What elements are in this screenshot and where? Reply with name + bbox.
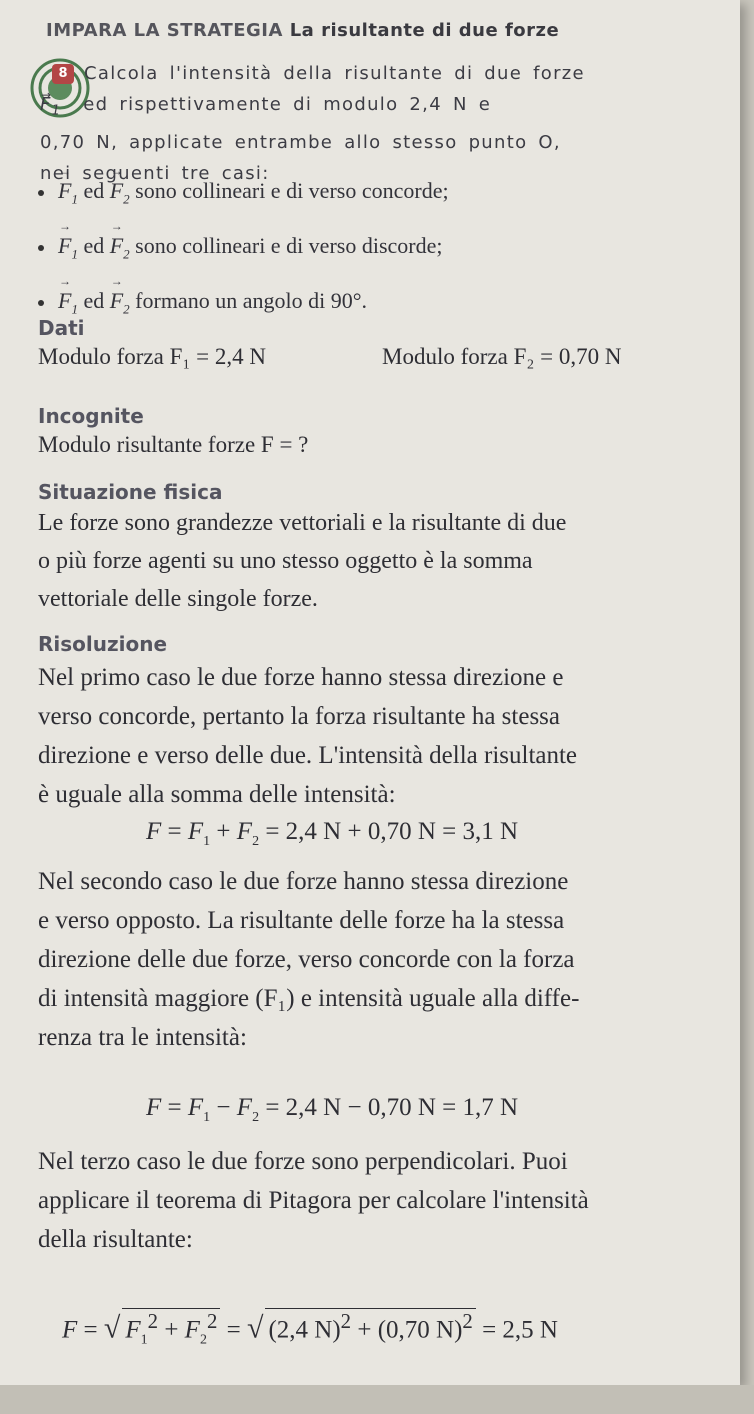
case-item: → $F_1$ ed → $F_2$ sono collineari e di verso discorde; (38, 233, 718, 288)
case3-text (38, 1148, 738, 1265)
bullet-icon (38, 300, 44, 306)
text-line: di intensità maggiore (F₁) e intensità uguale alla diffe- (38, 985, 580, 1012)
situazione-heading: Situazione fisica (38, 480, 223, 504)
text-line: direzione delle due forze, verso concorde con la forza (38, 946, 575, 973)
text-line: Nel secondo caso le due forze hanno stessa direzione (38, 868, 569, 895)
case-text: sono collineari e di verso concorde; (135, 178, 449, 203)
situazione-text (38, 510, 738, 624)
cases-list (38, 178, 718, 343)
formula-sum-values: = 2,4 N + 0,70 N = 3,1 N (265, 818, 519, 845)
problem-line (40, 89, 734, 127)
formula-sum: $F = F_1 + F_2 = 2,4$ N + 0,70 N = 3,1 N (146, 818, 519, 849)
text-line: verso concorde, pertanto la forza risultante ha stessa (38, 703, 561, 730)
risoluzione-heading: Risoluzione (38, 632, 168, 656)
problem-statement (40, 58, 734, 189)
exercise-number: 8 (52, 64, 74, 84)
bullet-icon (38, 245, 44, 251)
text-line: vettoriale delle singole forze. (38, 586, 318, 612)
text-line: Nel primo caso le due forze hanno stessa direzione e (38, 664, 564, 691)
case-text: formano un angolo di 90°. (135, 288, 367, 313)
case1-text (38, 664, 738, 820)
text-line: applicare il teorema di Pitagora per calcolare l'intensità (38, 1187, 589, 1214)
case-item: → $F_1$ ed → $F_2$ formano un angolo di 90°. (38, 288, 718, 343)
problem-line-text: ed rispettivamente di modulo 2,4 N e (83, 94, 492, 115)
problem-line: Calcola l'intensità della risultante di due forze (84, 63, 585, 84)
f1-symbol: → $F_1$ (40, 94, 61, 115)
text-line: Le forze sono grandezze vettoriali e la risultante di due (38, 510, 567, 536)
strategy-topic: La risultante di due forze (289, 20, 560, 41)
bullet-icon (38, 190, 44, 196)
text-line: o più forze agenti su uno stesso oggetto è la somma (38, 548, 533, 574)
dati-f1: Modulo forza F₁ = 2,4 N (38, 344, 266, 369)
formula-pythagoras-result: = 2,5 N (482, 1316, 558, 1344)
case-text: sono collineari e di verso discorde; (135, 233, 443, 258)
case2-text (38, 868, 738, 1063)
text-line: della risultante: (38, 1226, 193, 1253)
text-line: è uguale alla somma delle intensità: (38, 781, 396, 808)
dati-heading: Dati (38, 316, 85, 340)
page-bottom-shadow (0, 1385, 754, 1414)
text-line: e verso opposto. La risultante delle forze ha la stessa (38, 907, 565, 934)
formula-pythagoras: F = √ $F_1^2 + F_2^2$ = √ (2,4 N)$^2$ + (0,70 N)$^2$ = 2,5 N (62, 1309, 558, 1348)
problem-line: nei seguenti tre casi: (40, 162, 270, 184)
formula-difference: $F = F_1 - F_2 = 2,4$ N − 0,70 N = 1,7 N (146, 1094, 519, 1125)
section-title (46, 20, 559, 41)
text-line: Nel terzo caso le due forze sono perpendicolari. Puoi (38, 1148, 568, 1175)
text-line: direzione e verso delle due. L'intensità della risultante (38, 742, 578, 769)
incognite-heading: Incognite (38, 404, 144, 428)
text-line: renza tra le intensità: (38, 1024, 247, 1051)
strategy-kicker: IMPARA LA STRATEGIA (46, 20, 283, 41)
incognite-text: Modulo risultante forze F = ? (38, 432, 309, 457)
dati-f2: Modulo forza F₂ = 0,70 N (382, 344, 622, 369)
case-item: → $F_1$ ed → $F_2$ sono collineari e di verso concorde; (38, 178, 718, 233)
formula-difference-values: = 2,4 N − 0,70 N = 1,7 N (265, 1094, 519, 1121)
problem-line: 0,70 N, applicate entrambe allo stesso punto O, (40, 131, 561, 153)
